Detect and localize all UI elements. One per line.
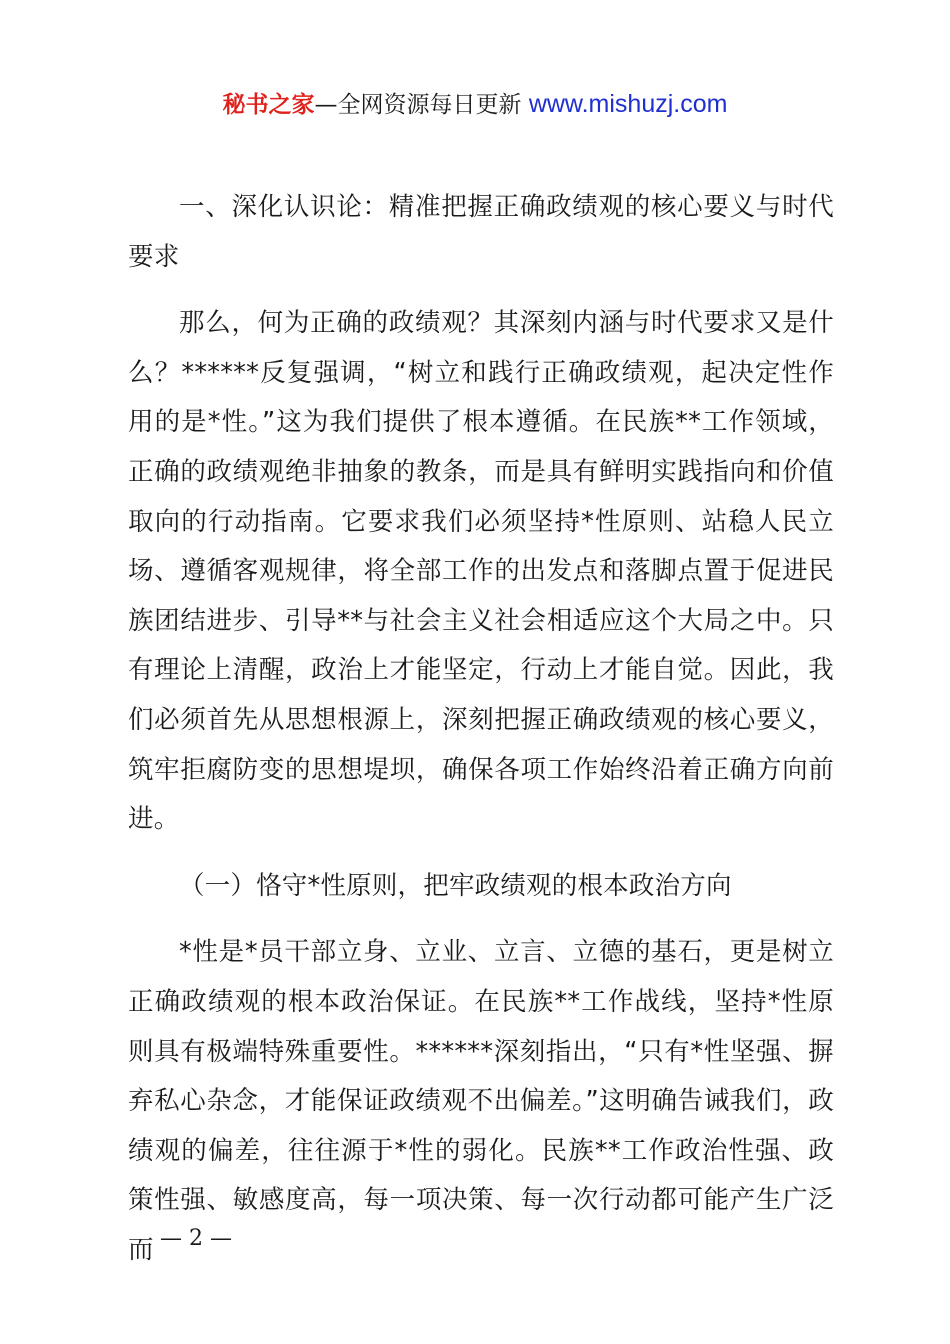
site-url-link[interactable]: www.mishuzj.com	[528, 90, 728, 118]
document-body	[128, 183, 834, 1292]
subsection-heading: （一）恪守*性原则，把牢政绩观的根本政治方向	[179, 870, 732, 901]
brand-name: 秘书之家	[222, 92, 315, 118]
body-paragraph: *性是*员干部立身、立业、立言、立德的基石，更是树立正确政绩观的根本政治保证。在民族**工作战线，坚持*性原则具有极端特殊重要性。******深刻指出，“只有*性坚强、摒弃私心杂念，才能保证政绩观不出偏差。”这明确告诫我们，政绩观的偏差，往往源于*性的弱化。民族**工作政治性强、政策性强、敏感度高，每一项决策、每一次行动都可能产生广泛而	[128, 937, 834, 1265]
body-paragraph: 那么，何为正确的政绩观？其深刻内涵与时代要求又是什么？******反复强调，“树立和践行正确政绩观，起决定性作用的是*性。”这为我们提供了根本遵循。在民族**工作领域，正确的政绩观绝非抽象的教条，而是具有鲜明实践指向和价值取向的行动指南。它要求我们必须坚持*性原则、站稳人民立场、遵循客观规律，将全部工作的出发点和落脚点置于促进民族团结进步、引导**与社会主义社会相适应这个大局之中。只有理论上清醒，政治上才能坚定，行动上才能自觉。因此，我们必须首先从思想根源上，深刻把握正确政绩观的核心要义，筑牢拒腐防变的思想堤坝，确保各项工作始终沿着正确方向前进。	[128, 308, 834, 835]
page-header	[0, 86, 950, 123]
header-tagline: —全网资源每日更新	[314, 92, 529, 118]
page-number: — 2 —	[160, 1226, 232, 1251]
section-heading: 一、深化认识论：精准把握正确政绩观的核心要义与时代要求	[128, 192, 834, 272]
